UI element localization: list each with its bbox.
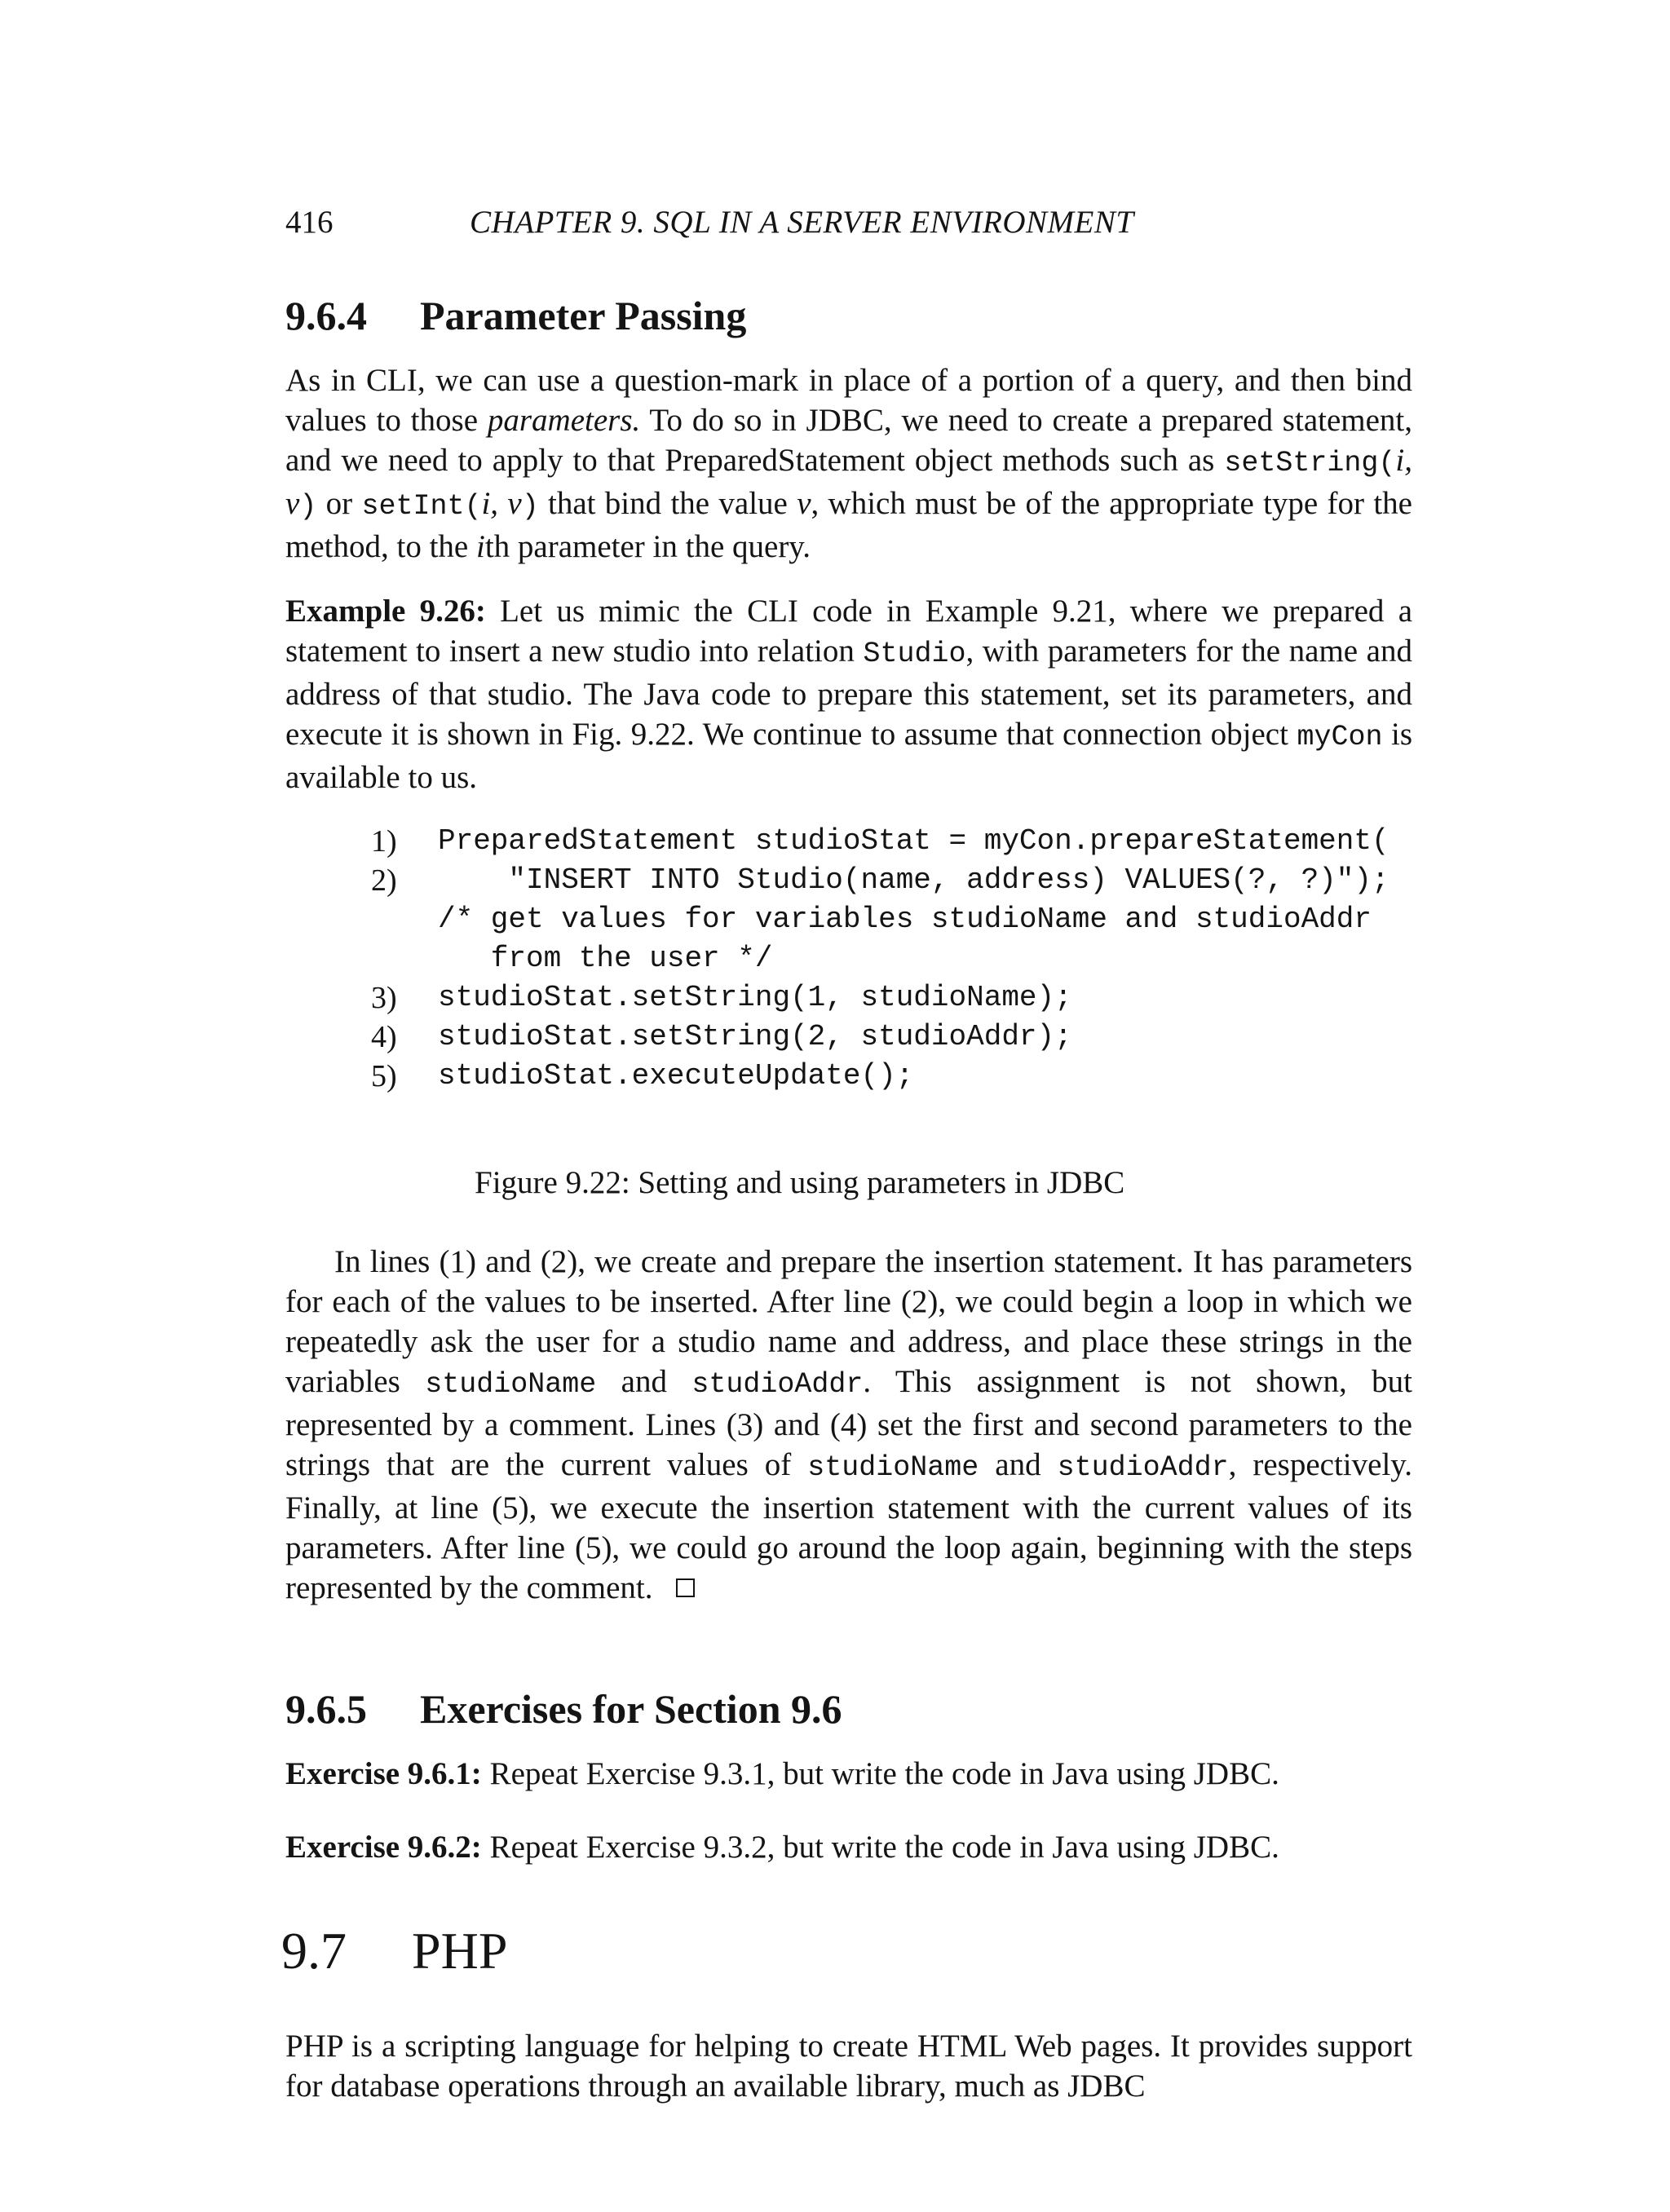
example-paragraph xyxy=(285,591,1412,797)
exercise-962 xyxy=(285,1829,1279,1865)
text-run: , respectively. Finally, at line (5), we execute the insertion statement with the current values of its parameters. After line (5), we could go around the loop again, beginning with the steps represented by the comment. xyxy=(285,1447,1412,1605)
text-run: is available to us. xyxy=(285,717,1412,795)
section-heading-97 xyxy=(281,1921,507,1981)
math-var: i, v xyxy=(481,486,522,521)
code-line xyxy=(355,939,1415,978)
code-inline: studioAddr xyxy=(691,1368,864,1401)
code-text: "INSERT INTO Studio(name, address) VALUES(?, ?)"); xyxy=(438,863,1389,897)
code-inline: ) xyxy=(521,490,539,523)
code-inline: setInt( xyxy=(361,490,482,523)
exercise-label: Exercise 9.6.1: xyxy=(285,1756,482,1791)
text-run: Let us mimic the CLI code in Example 9.21, where we prepared a statement to insert a new studio into relation xyxy=(285,594,1413,669)
math-var: i xyxy=(475,529,485,564)
section-heading-964 xyxy=(285,292,746,339)
code-inline: studioName xyxy=(807,1451,979,1484)
section-heading-965 xyxy=(285,1685,842,1733)
text-run: . This assignment is not shown, but represented by a comment. Lines (3) and (4) set the first and second parameters to the strings that are the current values of xyxy=(285,1364,1413,1482)
code-inline: ) xyxy=(299,490,317,523)
section-number: 9.6.4 xyxy=(285,293,367,338)
text-run: In lines (1) and (2), we create and prepare the insertion statement. It has parameters for each of the values to be inserted. After line (2), we could begin a loop in which we repeatedly ask the user for a studio name and address, and place these strings in the variables xyxy=(285,1244,1412,1399)
line-number: 2) xyxy=(371,863,397,898)
exercise-text: Repeat Exercise 9.3.1, but write the code in Java using JDBC. xyxy=(481,1756,1279,1791)
text-run: that bind the value xyxy=(538,486,797,521)
code-line xyxy=(355,1018,1415,1057)
explanation-paragraph xyxy=(285,1242,1412,1608)
line-number: 1) xyxy=(371,824,397,859)
text-run: and xyxy=(596,1364,692,1399)
page-number: 416 xyxy=(285,205,334,240)
line-number: 5) xyxy=(371,1059,397,1093)
math-var: v xyxy=(797,486,811,521)
code-text: studioStat.setString(2, studioAddr); xyxy=(438,1020,1072,1053)
text-run: To do so in JDBC, we need to create a prepared statement, and we need to apply to that PreparedStatement object methods such as xyxy=(285,403,1413,478)
text-run: th parameter in the query. xyxy=(484,529,811,564)
code-line xyxy=(355,861,1415,900)
section-number: 9.6.5 xyxy=(285,1686,367,1732)
section-number: 9.7 xyxy=(281,1922,347,1980)
exercise-961 xyxy=(285,1755,1279,1792)
code-line xyxy=(355,978,1415,1018)
text-run: , which must be of the appropriate type for the method, to the xyxy=(285,486,1412,564)
code-text: studioStat.executeUpdate(); xyxy=(438,1059,914,1093)
code-line xyxy=(355,900,1415,939)
exercise-label: Exercise 9.6.2: xyxy=(285,1830,482,1865)
code-line xyxy=(355,1057,1415,1096)
text-run: , with parameters for the name and address of that studio. The Java code to prepare this statement, set its parameters, and execute it is shown in Fig. 9.22. We continue to assume that connection object xyxy=(285,634,1412,752)
section-title: PHP xyxy=(412,1922,508,1980)
text-run: and xyxy=(979,1447,1058,1482)
figure-caption: Figure 9.22: Setting and using parameters in JDBC xyxy=(475,1165,1125,1200)
line-number: 3) xyxy=(371,981,397,1015)
example-label: Example 9.26: xyxy=(285,594,486,629)
code-text: /* get values for variables studioName and studioAddr xyxy=(438,903,1372,936)
code-inline: myCon xyxy=(1297,721,1383,753)
section-title: Parameter Passing xyxy=(420,293,747,338)
section-title: Exercises for Section 9.6 xyxy=(420,1686,842,1732)
code-inline: studioAddr xyxy=(1057,1451,1229,1484)
code-inline: Studio xyxy=(863,638,966,670)
qed-box-icon xyxy=(676,1578,695,1597)
running-title: CHAPTER 9. SQL IN A SERVER ENVIRONMENT xyxy=(470,205,1134,240)
code-text: PreparedStatement studioStat = myCon.prepareStatement( xyxy=(438,824,1389,858)
emphasis-term: parameters. xyxy=(487,403,641,438)
line-number: 4) xyxy=(371,1020,397,1054)
code-listing xyxy=(355,822,1415,1096)
text-run: or xyxy=(316,486,362,521)
code-inline: studioName xyxy=(425,1368,597,1401)
php-paragraph: PHP is a scripting language for helping to create HTML Web pages. It provides support for database operations through an available library, much as JDBC xyxy=(285,2029,1412,2104)
exercise-text: Repeat Exercise 9.3.2, but write the code in Java using JDBC. xyxy=(481,1830,1279,1865)
math-var: i, v xyxy=(285,443,1412,521)
text-run: As in CLI, we can use a question-mark in place of a portion of a query, and then bind values to those xyxy=(285,363,1412,438)
code-text: studioStat.setString(1, studioName); xyxy=(438,981,1072,1014)
code-inline: setString( xyxy=(1224,447,1396,479)
code-text: from the user */ xyxy=(438,942,773,975)
intro-paragraph xyxy=(285,360,1412,567)
code-line xyxy=(355,822,1415,861)
